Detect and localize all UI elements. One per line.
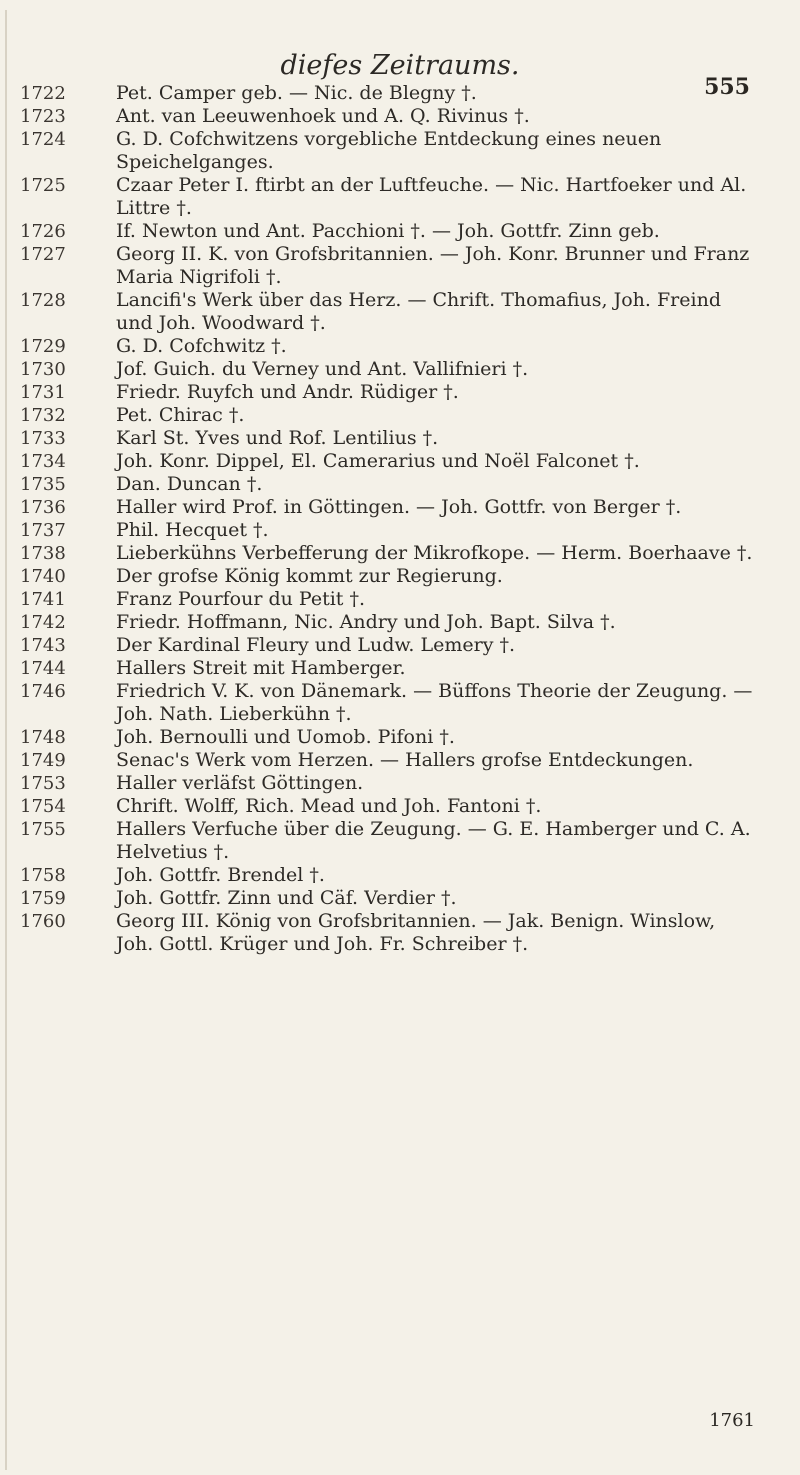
- entry: [20, 542, 756, 565]
- entry: [20, 887, 756, 910]
- entry-year: 1755: [20, 819, 66, 840]
- entry-year: 1760: [20, 911, 66, 932]
- entry: [20, 634, 756, 657]
- entry-year: 1729: [20, 336, 66, 357]
- entry-text: Phil. Hecquet †.: [116, 519, 269, 541]
- entry-text: Friedrich V. K. von Dänemark. — Büffons Theorie der Zeugung. — Joh. Nath. Lieberkühn †.: [116, 680, 753, 725]
- entry: [20, 864, 756, 887]
- entry: [20, 588, 756, 611]
- entry-text: G. D. Cofchwitz †.: [116, 335, 287, 357]
- entry: [20, 749, 756, 772]
- entry: [20, 289, 756, 335]
- entry-text: Georg II. K. von Grofsbritannien. — Joh. Konr. Brunner und Franz Maria Nigrifoli †.: [116, 243, 750, 288]
- entry-text: Chrift. Wolff, Rich. Mead und Joh. Fantoni †.: [116, 795, 542, 817]
- entry: [20, 657, 756, 680]
- entry: [20, 358, 756, 381]
- entry: [20, 726, 756, 749]
- entry-text: Der grofse König kommt zur Regierung.: [116, 565, 503, 587]
- entry-year: 1741: [20, 589, 66, 610]
- entry: [20, 519, 756, 542]
- entry-text: Joh. Gottfr. Zinn und Cäf. Verdier †.: [116, 887, 457, 909]
- entry-year: 1730: [20, 359, 66, 380]
- entry: [20, 220, 756, 243]
- entry: [20, 473, 756, 496]
- page-number: 555: [704, 74, 750, 100]
- entry-year: 1749: [20, 750, 66, 771]
- entry-text: Dan. Duncan †.: [116, 473, 263, 495]
- entry-text: Czaar Peter I. ftirbt an der Luftfeuche. — Nic. Hartfoeker und Al. Littre †.: [116, 174, 747, 219]
- entry-year: 1742: [20, 612, 66, 633]
- entry-year: 1734: [20, 451, 66, 472]
- entry-year: 1758: [20, 865, 66, 886]
- entry-text: Haller verläfst Göttingen.: [116, 772, 364, 794]
- entry-text: Pet. Camper geb. — Nic. de Blegny †.: [116, 82, 477, 104]
- entry-year: 1732: [20, 405, 66, 426]
- entry-text: If. Newton und Ant. Pacchioni †. — Joh. Gottfr. Zinn geb.: [116, 220, 660, 242]
- entry-text: Karl St. Yves und Rof. Lentilius †.: [116, 427, 439, 449]
- entry-year: 1733: [20, 428, 66, 449]
- entry-text: Franz Pourfour du Petit †.: [116, 588, 366, 610]
- entry: [20, 772, 756, 795]
- entry-text: Georg III. König von Grofsbritannien. — Jak. Benign. Winslow, Joh. Gottl. Krüger und Joh. Fr. Schreiber †.: [116, 910, 716, 955]
- entry: [20, 427, 756, 450]
- entry-text: Lieberkühns Verbefferung der Mikrofkope. — Herm. Boerhaave †.: [116, 542, 753, 564]
- entry-year: 1727: [20, 244, 66, 265]
- entry-text: Lancifi's Werk über das Herz. — Chrift. Thomafius, Joh. Freind und Joh. Woodward †.: [116, 289, 721, 334]
- entry-text: Joh. Konr. Dippel, El. Camerarius und Noël Falconet †.: [116, 450, 640, 472]
- entry: [20, 818, 756, 864]
- entry-year: 1724: [20, 129, 66, 150]
- entry: [20, 243, 756, 289]
- entry-year: 1746: [20, 681, 66, 702]
- entry-text: Pet. Chirac †.: [116, 404, 245, 426]
- entry-year: 1725: [20, 175, 66, 196]
- entry-year: 1738: [20, 543, 66, 564]
- entry-year: 1754: [20, 796, 66, 817]
- entry-year: 1744: [20, 658, 66, 679]
- entry-text: Hallers Streit mit Hamberger.: [116, 657, 406, 679]
- entry-text: Friedr. Hoffmann, Nic. Andry und Joh. Bapt. Silva †.: [116, 611, 616, 633]
- entry-year: 1737: [20, 520, 66, 541]
- entry-text: Jof. Guich. du Verney und Ant. Vallifnieri †.: [116, 358, 529, 380]
- entry-text: Joh. Bernoulli und Uomob. Pifoni †.: [116, 726, 455, 748]
- entry: [20, 450, 756, 473]
- entry-year: 1743: [20, 635, 66, 656]
- entry-text: Hallers Verfuche über die Zeugung. — G. E. Hamberger und C. A. Helvetius †.: [116, 818, 751, 863]
- entry: [20, 404, 756, 427]
- entry: [20, 565, 756, 588]
- entry-text: G. D. Cofchwitzens vorgebliche Entdeckung eines neuen Speichelganges.: [116, 128, 662, 173]
- entry-year: 1735: [20, 474, 66, 495]
- entry-year: 1726: [20, 221, 66, 242]
- entry-year: 1759: [20, 888, 66, 909]
- entry-text: Haller wird Prof. in Göttingen. — Joh. Gottfr. von Berger †.: [116, 496, 682, 518]
- running-head: diefes Zeitraums.: [280, 50, 520, 81]
- entry-text: Senac's Werk vom Herzen. — Hallers grofse Entdeckungen.: [116, 749, 694, 771]
- entry-text: Joh. Gottfr. Brendel †.: [116, 864, 325, 886]
- entry-year: 1753: [20, 773, 66, 794]
- entry-text: Friedr. Ruyfch und Andr. Rüdiger †.: [116, 381, 459, 403]
- entry: [20, 335, 756, 358]
- entry-year: 1728: [20, 290, 66, 311]
- entry: [20, 82, 756, 105]
- catchword: 1761: [709, 1410, 755, 1431]
- entry-year: 1736: [20, 497, 66, 518]
- entry: [20, 795, 756, 818]
- entry: [20, 496, 756, 519]
- entry-year: 1722: [20, 83, 66, 104]
- entry: [20, 174, 756, 220]
- entry-year: 1731: [20, 382, 66, 403]
- entry: [20, 128, 756, 174]
- entry: [20, 611, 756, 634]
- entry: [20, 381, 756, 404]
- chronology-list: [0, 82, 800, 956]
- entry-year: 1740: [20, 566, 66, 587]
- entry-text: Ant. van Leeuwenhoek und A. Q. Rivinus †.: [116, 105, 530, 127]
- entry: [20, 910, 756, 956]
- entry: [20, 680, 756, 726]
- entry-year: 1748: [20, 727, 66, 748]
- entry: [20, 105, 756, 128]
- entry-text: Der Kardinal Fleury und Ludw. Lemery †.: [116, 634, 516, 656]
- entry-year: 1723: [20, 106, 66, 127]
